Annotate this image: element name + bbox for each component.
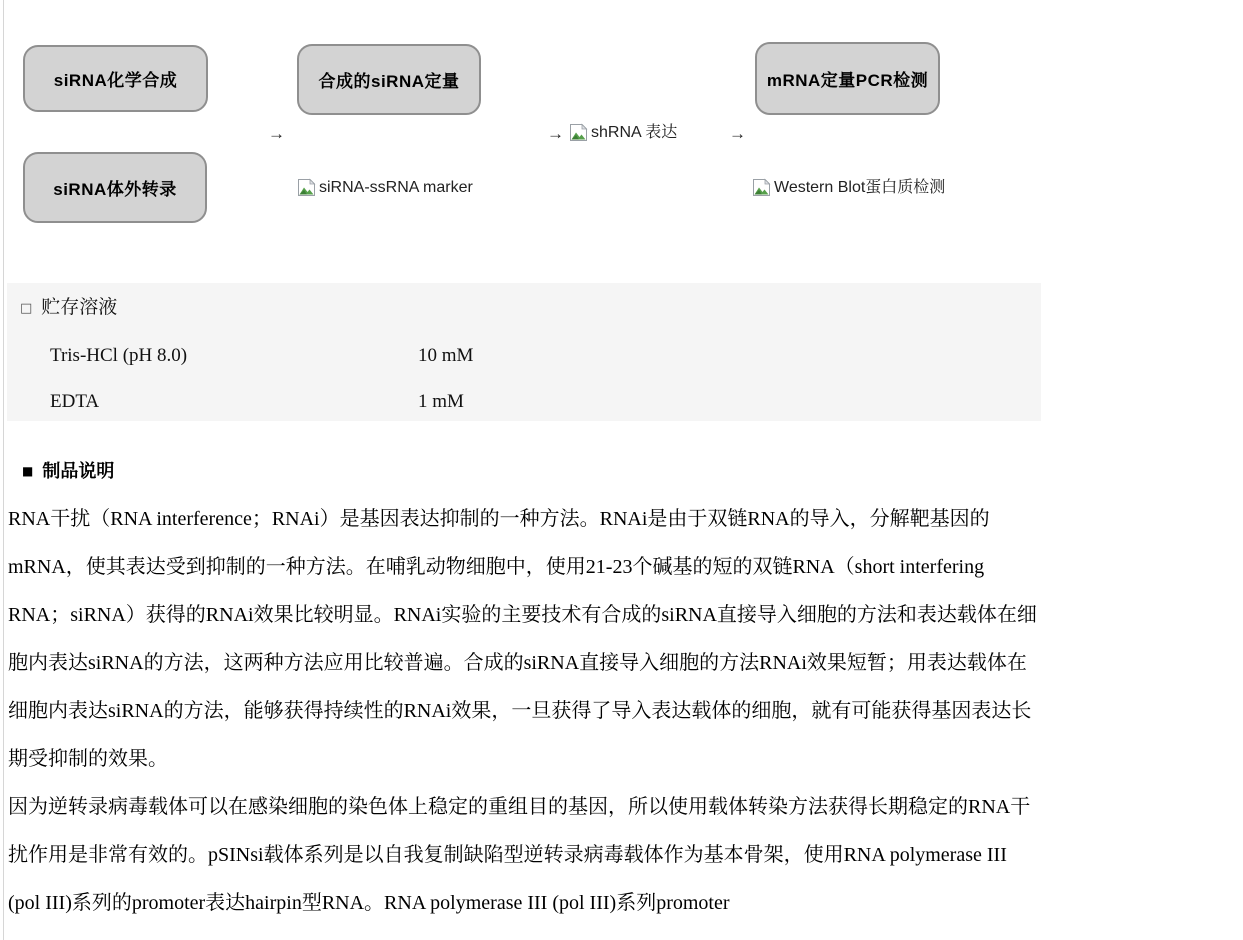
flow-box-sirna-chemical-synthesis: siRNA化学合成 [23,45,208,112]
reagent-concentration: 1 mM [418,391,464,412]
square-outline-bullet-icon: □ [20,301,33,316]
shrna-expression-figure [569,122,677,143]
broken-image-icon [297,178,316,197]
table-row [50,344,1041,367]
table-row [50,390,1041,413]
right-arrow-icon: → [547,124,564,143]
flow-box-mrna-qpcr: mRNA定量PCR检测 [755,42,940,115]
reagent-name: Tris-HCl (pH 8.0) [50,345,188,366]
paragraph: RNA干扰（RNA interference；RNAi）是基因表达抑制的一种方法。RNAi是由于双链RNA的导入，分解靶基因的mRNA，使其表达受到抑制的一种方法。在哺乳动物细胞中，使用21-23个碱基的短的双链RNA（short interfering RNA；siRNA）获得的RNAi效果比较明显。RNAi实验的主要技术有合成的siRNA直接导入细胞的方法和表达载体在细胞内表达siRNA的方法，这两种方法应用比较普遍。合成的siRNA直接导入细胞的方法RNAi效果短暂；用表达载体在细胞内表达siRNA的方法，能够获得持续性的RNAi效果，一旦获得了导入表达载体的细胞，就有可能获得基因表达长期受抑制的效果。 [8,508,1037,770]
right-arrow-icon: → [729,124,746,143]
right-arrow-icon: → [268,124,285,143]
flow-box-sirna-invitro-transcription: siRNA体外转录 [23,152,207,223]
reagent-name: EDTA [50,391,100,412]
reagent-concentration: 10 mM [418,345,474,366]
storage-table-header [20,296,1041,321]
storage-table-title: 贮存溶液 [41,297,118,318]
broken-image-icon [569,123,588,142]
flow-box-sirna-quantification: 合成的siRNA定量 [297,44,481,115]
section-title: 制品说明 [42,461,115,481]
workflow-diagram [0,0,1243,260]
figure-label: shRNA 表达 [591,124,678,141]
western-blot-figure [752,177,945,198]
storage-solution-table [7,283,1041,421]
figure-label: Western Blot蛋白质检测 [774,179,946,196]
figure-label: siRNA-ssRNA marker [319,179,473,196]
description-body [8,495,1042,927]
broken-image-icon [752,178,771,197]
sirna-ssrna-marker-figure [297,177,473,198]
section-heading [22,461,114,484]
square-filled-bullet-icon: ■ [22,464,34,478]
paragraph: 因为逆转录病毒载体可以在感染细胞的染色体上稳定的重组目的基因，所以使用载体转染方法获得长期稳定的RNA干扰作用是非常有效的。pSINsi载体系列是以自我复制缺陷型逆转录病毒载体作为基本骨架，使用RNA polymerase III (pol III)系列的promoter表达hairpin型RNA。RNA polymerase III (pol III)系列promoter [8,796,1031,914]
